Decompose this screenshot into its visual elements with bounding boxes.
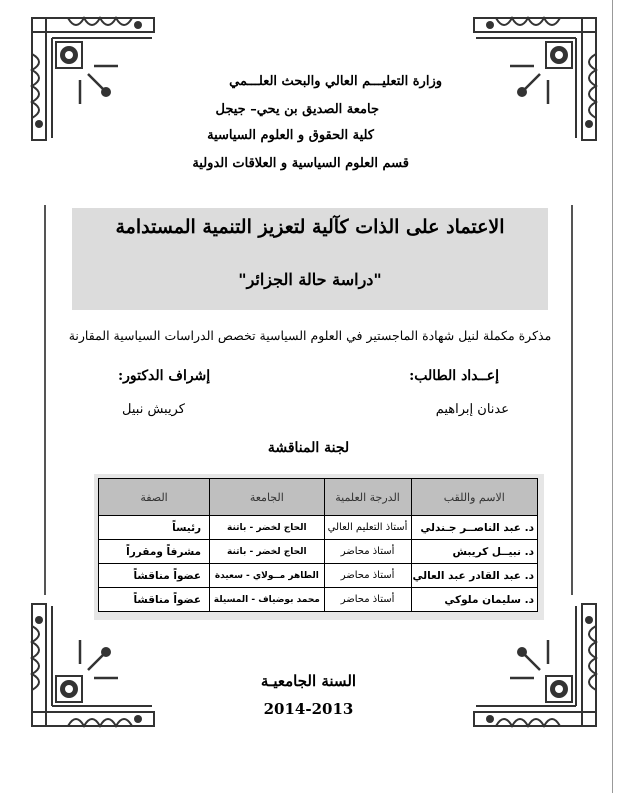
header-role: الصفة <box>99 479 210 516</box>
department-name: قسم العلوم السياسية و العلاقات الدولية <box>192 156 409 171</box>
member-rank: أستاذ محاضر <box>324 564 411 588</box>
academic-year-label: السنة الجامعيـة <box>260 672 357 690</box>
header-name: الاسم واللقب <box>411 479 538 516</box>
member-name: د. عبد القادر عبد العالي <box>411 564 538 588</box>
border-line-left <box>44 205 46 595</box>
table-header-row <box>99 479 538 516</box>
student-label: إعــداد الطالب: <box>409 368 499 384</box>
member-role: مشرفاً ومقرراً <box>99 540 210 564</box>
member-rank: أستاذ التعليم العالي <box>324 516 411 540</box>
ministry-name: وزارة التعليـــم العالي والبحث العلـــمي <box>229 74 442 89</box>
member-rank: أستاذ محاضر <box>324 540 411 564</box>
member-university: الحاج لخضر - باتنة <box>210 516 325 540</box>
member-name: د. نبيــل كريبش <box>411 540 538 564</box>
academic-year: 2014-2013 <box>263 700 354 718</box>
header-university: الجامعة <box>210 479 325 516</box>
committee-title: لجنة المناقشة <box>267 440 350 456</box>
member-university: الطاهر مــولاي - سعيدة <box>210 564 325 588</box>
member-university: محمد بوضياف - المسيلة <box>210 588 325 612</box>
committee-table-frame <box>94 474 544 620</box>
member-role: عضواً مناقشاً <box>99 588 210 612</box>
memo-description: مذكرة مكملة لنيل شهادة الماجستير في العلوم السياسية تخصص الدراسات السياسية المقارنة <box>68 328 552 343</box>
faculty-name: كلية الحقوق و العلوم السياسية <box>207 128 374 143</box>
member-name: د. سليمان ملوكي <box>411 588 538 612</box>
member-name: د. عبد الناصــر جـندلي <box>411 516 538 540</box>
supervisor-label: إشراف الدكتور: <box>118 368 211 384</box>
table-row <box>99 516 538 540</box>
member-role: عضواً مناقشاً <box>99 564 210 588</box>
member-rank: أستاذ محاضر <box>324 588 411 612</box>
page-edge <box>612 0 613 793</box>
member-role: رئيساً <box>99 516 210 540</box>
corner-ornament-icon <box>28 14 158 144</box>
member-university: الحاج لخضر - باتنة <box>210 540 325 564</box>
border-line-right <box>571 205 573 595</box>
student-name: عدنان إبراهيم <box>435 402 509 417</box>
thesis-title: الاعتماد على الذات كآلية لتعزيز التنمية المستدامة <box>115 216 505 238</box>
table-row <box>99 540 538 564</box>
committee-table <box>98 478 538 612</box>
table-row <box>99 588 538 612</box>
university-name: جامعة الصديق بن يحي– جيجل <box>215 102 379 117</box>
case-study-subtitle: "دراسة حالة الجزائر" <box>238 270 382 289</box>
header-rank: الدرجة العلمية <box>324 479 411 516</box>
table-row <box>99 564 538 588</box>
corner-ornament-icon <box>470 14 600 144</box>
title-box <box>72 208 548 310</box>
supervisor-name: كريبش نبيل <box>122 402 185 417</box>
